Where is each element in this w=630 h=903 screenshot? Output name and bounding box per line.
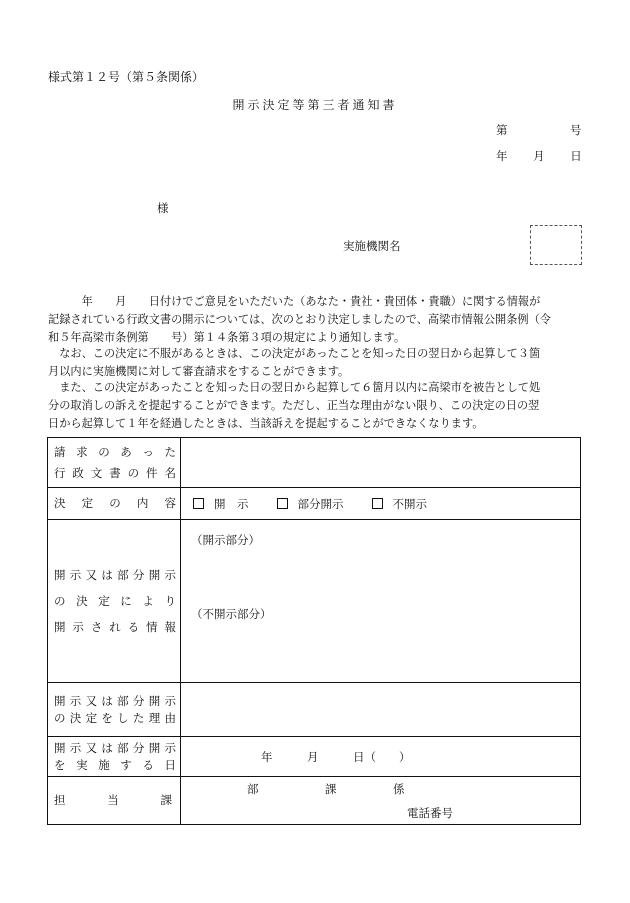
paragraph-line: 分の取消しの訴えを提起することができます。ただし、正当な理由がない限り、この決定の日の翌 [48, 399, 540, 412]
issue-number-label: 第 [496, 123, 508, 137]
implementation-date-field[interactable] [181, 737, 581, 777]
checkbox-disclose[interactable] [193, 496, 249, 512]
label-line: 請 求 の あ っ た [54, 444, 176, 459]
decision-options [181, 488, 581, 520]
decision-content-label [48, 488, 181, 520]
responsible-section-label [48, 777, 181, 825]
paragraph-line: 年 月 日付けでご意見をいただいた（あなた・貴社・貴団体・貴職）に関する情報が [48, 295, 541, 308]
form-number: 様式第１２号（第５条関係） [48, 70, 205, 84]
responsible-section-field[interactable] [181, 777, 581, 825]
paragraph-line: 日から起算して１年を経過したときは、当該訴えを提起することができなくなります。 [48, 417, 484, 430]
label-line: 開 示 さ れ る 情 報 [54, 620, 176, 634]
decision-reason-label [48, 683, 181, 737]
decision-reason-field[interactable] [181, 683, 581, 737]
paragraph-line: また、この決定があったことを知った日の翌日から起算して６箇月以内に高梁市を被告として処 [48, 381, 541, 394]
label-line: 決 定 の 内 容 [54, 496, 176, 510]
checkbox-icon [372, 498, 383, 509]
disclosed-part-label: （開示部分） [191, 533, 260, 547]
label-line: 開 示 又 は 部 分 開 示 [54, 740, 176, 755]
label-line: 担 当 課 [54, 793, 172, 807]
paragraph-line: 記録されている行政文書の開示については、次のとおり決定しましたので、高梁市情報公開条例（令 [48, 313, 551, 326]
dept-label: 部 [247, 782, 259, 796]
document-title: 開示決定等第三者通知書 [232, 98, 398, 112]
addressee-suffix: 様 [157, 201, 169, 215]
checkbox-icon [277, 498, 288, 509]
paragraph-line: なお、この決定に不服があるときは、この決定があったことを知った日の翌日から起算して３箇 [48, 347, 541, 360]
paragraph-line: 和５年高梁市条例第 号）第１４条第３項の規定により通知します。 [48, 331, 406, 344]
label-line: 開 示 又 は 部 分 開 示 [54, 693, 176, 708]
notice-paragraph-1 [48, 293, 584, 347]
disclosed-info-field[interactable] [181, 520, 581, 683]
phone-label: 電話番号 [407, 806, 453, 820]
option-label: 部分開示 [297, 496, 344, 511]
option-label: 不開示 [392, 496, 427, 511]
disclosed-info-label [48, 520, 181, 683]
issue-number-suffix: 号 [570, 123, 582, 137]
label-line: の 決 定 に よ り [54, 594, 176, 608]
table-row [48, 438, 581, 488]
notice-paragraph-2 [48, 345, 584, 381]
table-row [48, 520, 581, 683]
notice-paragraph-3 [48, 379, 584, 433]
unit-label: 係 [393, 782, 405, 796]
label-line: 開 示 又 は 部 分 開 示 [54, 568, 176, 582]
seal-box [530, 225, 582, 265]
checkbox-nondisclose[interactable] [372, 496, 428, 512]
option-label: 開 示 [214, 496, 249, 511]
implementation-date-value: 年 月 日（ ） [261, 749, 411, 764]
label-line: を 実 施 す る 日 [54, 757, 176, 772]
paragraph-line: 月以内に実施機関に対して審査請求をすることができます。 [48, 365, 350, 378]
table-row [48, 737, 581, 777]
document-subject-field[interactable] [181, 438, 581, 488]
table-row [48, 488, 581, 520]
undisclosed-part-label: （不開示部分） [191, 607, 272, 621]
section-label: 課 [325, 782, 337, 796]
label-line: の 決 定 を し た 理 由 [54, 710, 176, 725]
table-row [48, 683, 581, 737]
issue-date: 年 月 日 [496, 149, 582, 163]
checkbox-partial[interactable] [277, 496, 344, 512]
document-subject-label [48, 438, 181, 488]
label-line: 行 政 文 書 の 件 名 [54, 465, 176, 480]
implementation-date-label [48, 737, 181, 777]
agency-name-label: 実施機関名 [343, 239, 401, 253]
notice-table [47, 437, 581, 825]
table-row [48, 777, 581, 825]
checkbox-icon [193, 498, 204, 509]
